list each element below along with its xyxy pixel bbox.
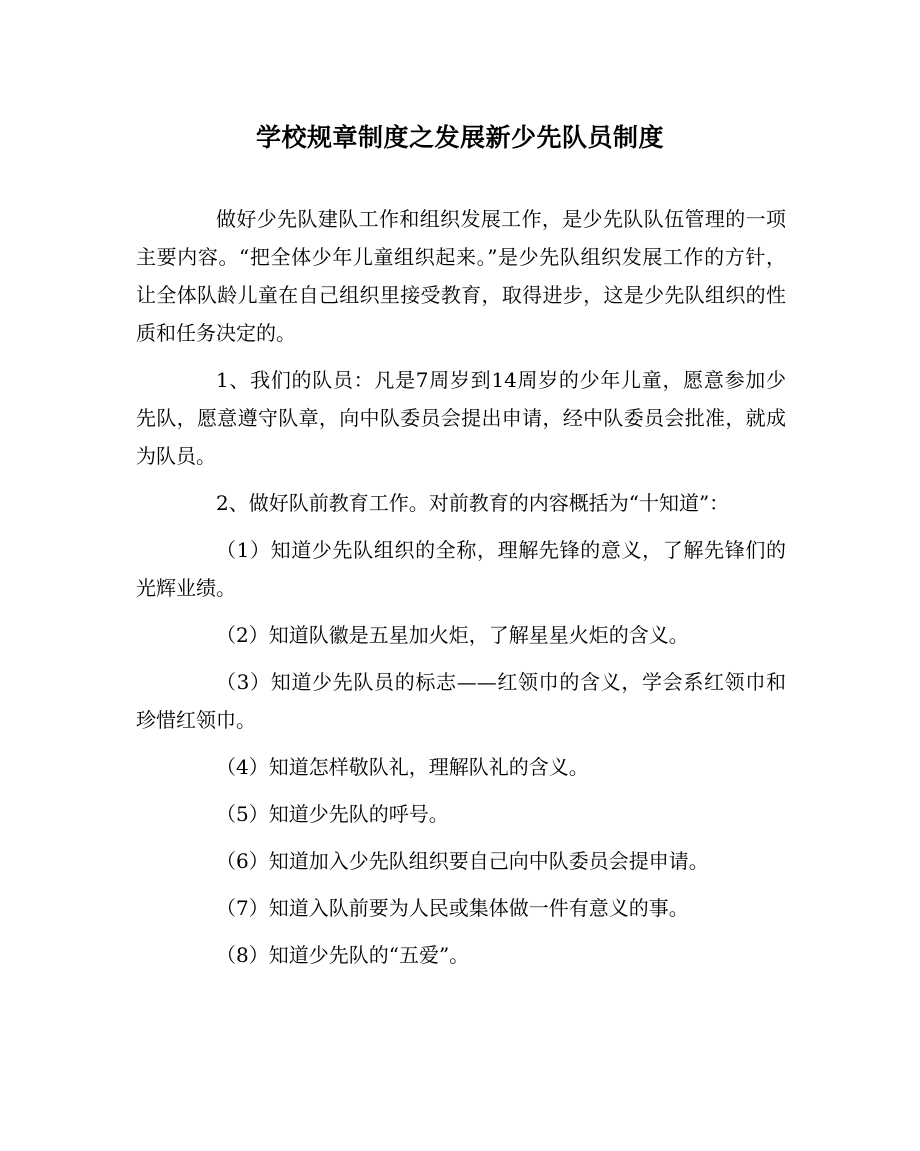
list-item: （1）知道少先队组织的全称，理解先锋的意义，了解先锋们的光辉业绩。 [136,538,786,600]
intro-paragraph: 做好少先队建队工作和组织发展工作，是少先队队伍管理的一项主要内容。“把全体少年儿童组织起来。”是少先队组织发展工作的方针，让全体队龄儿童在自己组织里接受教育，取得进步，这是少先队组织的性质和任务决定的。 [136,207,786,345]
list-item: （2）知道队徽是五星加火炬，了解星星火炬的含义。 [216,623,689,647]
list-item: （5）知道少先队的呼号。 [216,802,449,826]
section-2-paragraph: 2、做好队前教育工作。对前教育的内容概括为“十知道”： [216,491,730,515]
document-body [136,200,786,983]
list-item: （8）知道少先队的“五爱”。 [216,943,470,967]
list-item: （3）知道少先队员的标志——红领巾的含义，学会系红领巾和珍惜红领巾。 [136,670,786,732]
list-item: （4）知道怎样敬队礼，理解队礼的含义。 [216,755,589,779]
section-1-paragraph: 1、我们的队员：凡是7周岁到14周岁的少年儿童，愿意参加少先队，愿意遵守队章，向中队委员会提出申请，经中队委员会批准，就成为队员。 [136,368,786,468]
list-item: （7）知道入队前要为人民或集体做一件有意义的事。 [216,896,689,920]
list-item: （6）知道加入少先队组织要自己向中队委员会提申请。 [216,849,709,873]
document-title: 学校规章制度之发展新少先队员制度 [255,123,664,152]
